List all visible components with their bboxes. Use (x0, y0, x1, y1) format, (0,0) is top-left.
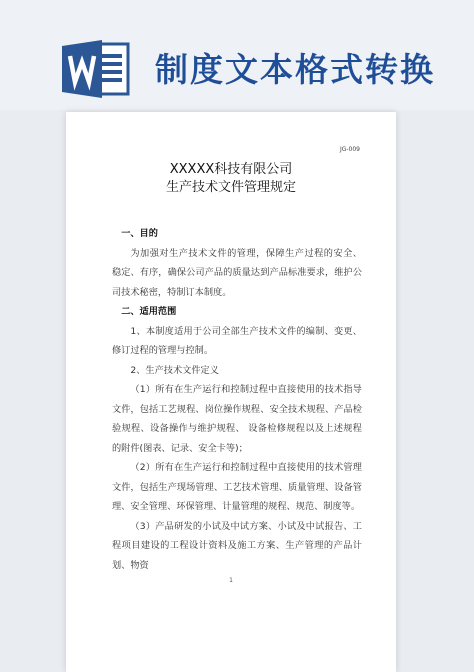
word-icon (62, 38, 132, 100)
company-name: XXXXX科技有限公司 (169, 162, 293, 177)
document-page (66, 112, 396, 672)
document-body (112, 224, 362, 575)
banner (0, 0, 474, 110)
banner-title: 制度文本格式转换 (155, 50, 435, 89)
paragraph: 2、生产技术文件定义 (130, 364, 219, 376)
document-title: 生产技术文件管理规定 (165, 180, 296, 195)
paragraph: （3）产品研发的小试及中试方案、小试及中试报告、工程项目建设的工程设计资料及施工方案、生产管理的产品计划、物资 (112, 520, 362, 571)
paragraph: 为加强对生产技术文件的管理，保障生产过程的安全、 稳定、有序，确保公司产品的质量达到产品标准要求，维护公司技术秘密，特制订本制度。 (112, 247, 362, 298)
document-code: JG-009 (339, 146, 360, 153)
paragraph: 1、本制度适用于公司全部生产技术文件的编制、变更、修订过程的管理与控制。 (112, 325, 362, 356)
section-heading: 一、目的 (121, 228, 158, 239)
page-number: 1 (229, 577, 233, 584)
paragraph: （1）所有在生产运行和控制过程中直接使用的技术指导文件，包括工艺规程、岗位操作规程、安全技术规程、产品检验规程、设备操作与维护规程、 设备检修规程以及上述规程的附件(图表、记录、安全卡等)； (112, 384, 362, 454)
section-heading: 二、适用范围 (121, 306, 177, 317)
paragraph: （2）所有在生产运行和控制过程中直接使用的技术管理文件，包括生产现场管理、工艺技术管理、质量管理、设备管理、安全管理、环保管理、计量管理的规程、规范、制度等。 (112, 462, 362, 512)
